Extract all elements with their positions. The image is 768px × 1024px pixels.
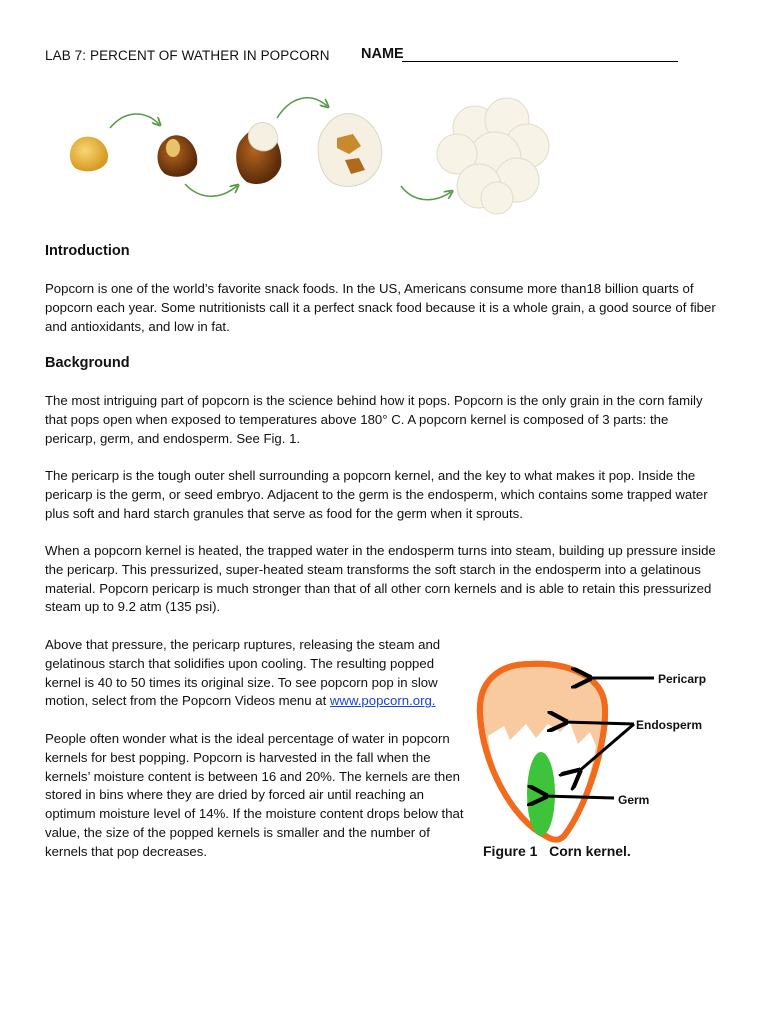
paragraph-4-text: Above that pressure, the pericarp ruptures, releasing the steam and gelatinous starch that solidifies upon cooling. The resulting popped kernel is 40 to 50 times its original size. To see popcorn pop in slow motion, select from the Popcorn Videos menu at <box>45 637 441 709</box>
introduction-heading: Introduction <box>45 243 130 259</box>
germ-arrow <box>544 796 614 798</box>
popcorn-org-link[interactable]: www.popcorn.org. <box>329 693 436 709</box>
background-paragraph-3: When a popcorn kernel is heated, the trapped water in the endosperm turns into steam, building up pressure inside the pericarp. This pressurized, super-heated steam transforms the soft starch in the endosperm into a gelatinous material. Popcorn pericarp is much stronger than that of all other corn kernels and is able to retain this pressurized steam up to 9.2 atm (135 psi). <box>45 543 716 615</box>
endosperm-label: Endosperm <box>636 718 703 732</box>
background-paragraph-4 <box>45 636 467 711</box>
popcorn-sequence-illustration <box>55 88 565 228</box>
corn-kernel-diagram <box>468 652 728 867</box>
introduction-paragraph: Popcorn is one of the world’s favorite snack foods. In the US, Americans consume more than18 billion quarts of popcorn each year. Some nutritionists call it a perfect snack food because it is a whole grain, a good source of fiber and antioxidants, and low in fat. <box>45 281 716 334</box>
background-heading: Background <box>45 355 130 371</box>
sequence-arrow-1 <box>110 114 159 128</box>
sequence-arrow-4 <box>401 186 451 200</box>
pericarp-label: Pericarp <box>658 672 707 686</box>
endosperm-arrow <box>564 722 634 724</box>
background-paragraph-1: The most intriguing part of popcorn is the science behind how it pops. Popcorn is the only grain in the corn family that pops open when exposed to temperatures above 180° C. A popcorn kernel is composed of 3 parts: the pericarp, germ, and endosperm. See Fig. 1. <box>45 393 703 446</box>
sequence-arrow-3 <box>277 98 327 118</box>
kernel-stage-1 <box>70 137 108 172</box>
popped-kernel <box>437 98 549 214</box>
background-paragraph-5: People often wonder what is the ideal percentage of water in popcorn kernels for best popping. Popcorn is harvested in the fall when the kernels’ moisture content is between 16 and 20%. The kernels are then stored in bins where they are dried by forced air until reaching an optimum moisture level of 14%. If the moisture content drops below that value, the size of the popped kernels is smaller and the number of kernels that pop decreases. <box>45 731 464 859</box>
name-blank-line[interactable] <box>402 61 678 62</box>
germ-shape <box>527 752 555 836</box>
name-label: NAME <box>361 46 404 62</box>
figure-caption: Figure 1 Corn kernel. <box>483 843 631 859</box>
lab-title: LAB 7: PERCENT OF WATHER IN POPCORN <box>45 48 330 63</box>
sequence-arrow-2 <box>185 184 237 196</box>
germ-label: Germ <box>618 793 650 807</box>
background-paragraph-2: The pericarp is the tough outer shell surrounding a popcorn kernel, and the key to what makes it pop. Inside the pericarp is the germ, or seed embryo. Adjacent to the germ is the endosperm, which contains some trapped water plus soft and hard starch granules that serve as food for the germ when it sprouts. <box>45 468 708 521</box>
